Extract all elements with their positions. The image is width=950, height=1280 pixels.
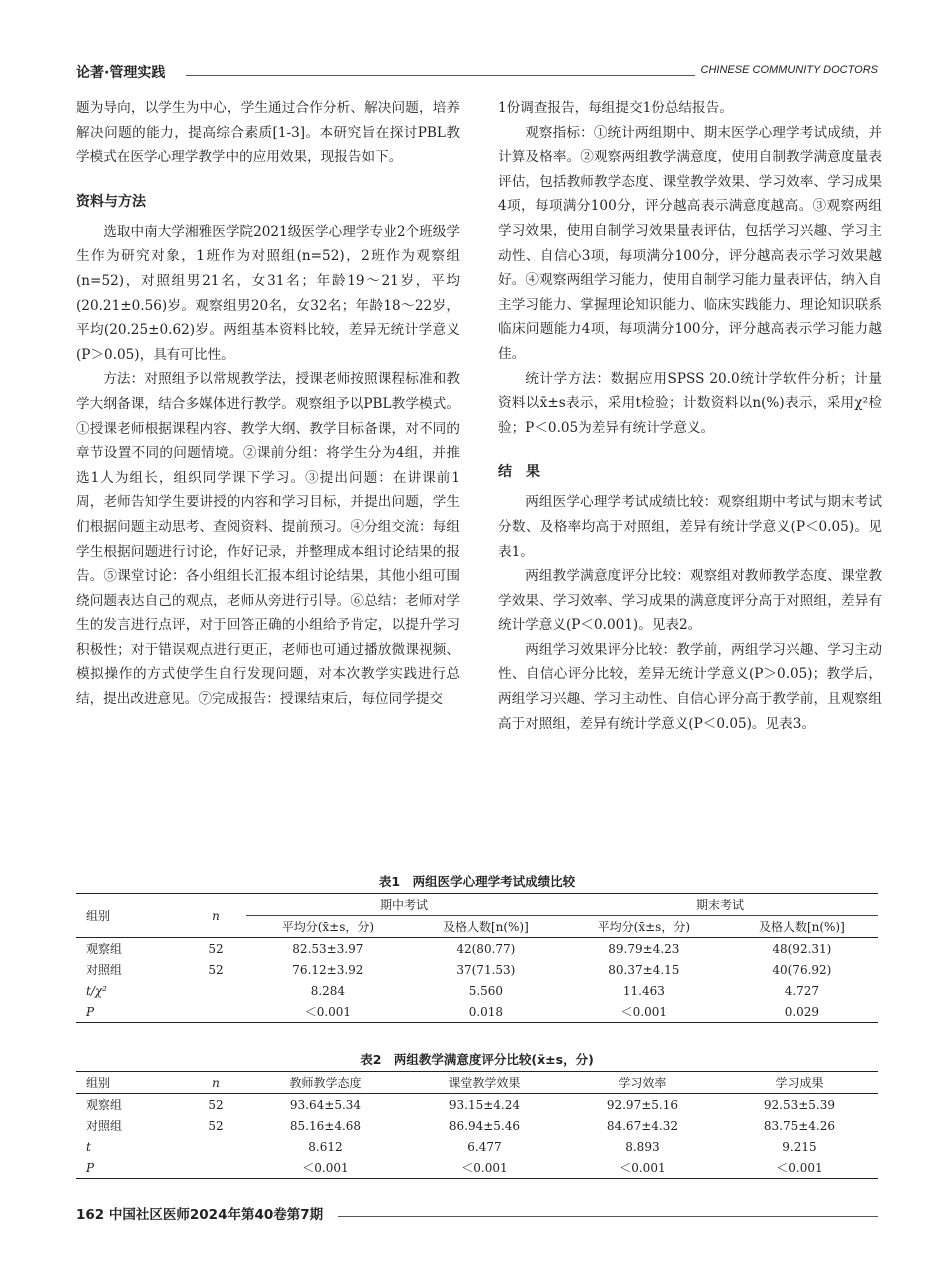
table-row bbox=[76, 1001, 878, 1023]
table-cell: 5.560 bbox=[468, 983, 504, 998]
table-cell: 对照组 bbox=[86, 1119, 123, 1133]
table-cell: 85.16±4.68 bbox=[289, 1118, 362, 1133]
table-cell: ＜0.001 bbox=[776, 1161, 823, 1175]
intro-paragraph: 题为导向，以学生为中心，学生通过合作分析、解决问题，培养解决问题的能力，提高综合素质[1-3]。本研究旨在探讨PBL教学模式在医学心理学教学中的应用效果，现报告如下。 bbox=[76, 100, 460, 166]
left-column bbox=[76, 96, 460, 712]
table-cell: 52 bbox=[208, 1118, 224, 1133]
table-cell: 93.15±4.24 bbox=[448, 1097, 520, 1112]
table1-title: 表1 两组医学心理学考试成绩比较 bbox=[378, 874, 576, 889]
table1-header-midterm: 期中考试 bbox=[246, 894, 562, 916]
table-cell: 52 bbox=[208, 941, 224, 956]
table1-header-mid-score: 平均分(x̄±s，分) bbox=[281, 920, 375, 934]
table-cell: 82.53±3.97 bbox=[292, 941, 364, 956]
table-cell: 6.477 bbox=[467, 1139, 502, 1154]
method-paragraph: 方法：对照组予以常规教学法，授课老师按照课程标准和教学大纲备课，结合多媒体进行教学。观察组予以PBL教学模式。①授课老师根据课程内容、教学大纲、教学目标备课，对不同的章节设置不同的问题情境。②课前分组：将学生分为4组，并推选1人为组长，组织同学课下学习。③提出问题：在讲课前1周，老师告知学生要讲授的内容和学习目标，并提出问题，学生们根据问题主动思考、查阅资料、提前预习。④分组交流：每组学生根据问题进行讨论，作好记录，并整理成本组讨论结果的报告。⑤课堂讨论：各小组组长汇报本组讨论结果，其他小组可围绕问题表达自己的观点，老师从旁进行引导。⑥总结：老师对学生的发言进行点评，对于回答正确的小组给予肯定，以提升学习积极性；对于错误观点进行更正，老师也可通过播放微课视频、模拟操作的方式使学生自行发现问题，对本次教学实践进行总结，提出改进意见。⑦完成报告：授课结束后，每位同学提交 bbox=[76, 371, 460, 708]
right-column bbox=[498, 96, 882, 736]
table-row bbox=[76, 980, 878, 1001]
table-cell: ＜0.001 bbox=[304, 1005, 352, 1019]
table-cell: 8.612 bbox=[308, 1139, 343, 1154]
table-cell: 观察组 bbox=[86, 942, 123, 956]
table1 bbox=[76, 893, 878, 1023]
table-cell: ＜0.001 bbox=[302, 1161, 349, 1175]
table1-header-final: 期末考试 bbox=[562, 894, 878, 916]
stats-paragraph: 统计学方法：数据应用SPSS 20.0统计学软件分析；计量资料以x̄±s表示，采用t检验；计数资料以n(%)表示，采用χ²检验；P＜0.05为差异有统计学意义。 bbox=[498, 370, 882, 436]
table-cell: 92.97±5.16 bbox=[606, 1097, 678, 1112]
table-row bbox=[76, 959, 878, 980]
result-satisfaction-paragraph: 两组教学满意度评分比较：观察组对教师教学态度、课堂教学效果、学习效率、学习成果的满意度评分高于对照组，差异有统计学意义(P＜0.001)。见表2。 bbox=[498, 568, 882, 634]
table2-header-efficiency: 学习效率 bbox=[618, 1076, 667, 1090]
table-cell: 89.79±4.23 bbox=[608, 941, 680, 956]
table-row bbox=[76, 1157, 878, 1179]
table-cell: t bbox=[86, 1139, 91, 1154]
table-cell: 42(80.77) bbox=[456, 941, 516, 956]
table-cell: 40(76.92) bbox=[772, 962, 832, 977]
table-row bbox=[76, 1136, 878, 1157]
results-heading: 结 果 bbox=[498, 464, 540, 481]
table-cell: P bbox=[86, 1004, 95, 1019]
table-cell bbox=[186, 1001, 246, 1023]
table-cell: 93.64±5.34 bbox=[289, 1097, 362, 1112]
table-cell: 0.018 bbox=[468, 1004, 504, 1019]
table-cell: 92.53±5.39 bbox=[763, 1097, 836, 1112]
result-exam-paragraph: 两组医学心理学考试成绩比较：观察组期中考试与期末考试分数、及格率均高于对照组，差异有统计学意义(P＜0.05)。见表1。 bbox=[498, 494, 882, 560]
table-cell: ＜0.001 bbox=[461, 1161, 508, 1175]
table2-header-attitude: 教师教学态度 bbox=[289, 1076, 362, 1090]
table-cell: 8.284 bbox=[310, 983, 346, 998]
table1-header-mid-pass: 及格人数[n(%)] bbox=[442, 920, 529, 934]
table-cell: 48(92.31) bbox=[772, 941, 832, 956]
table-cell: 0.029 bbox=[784, 1004, 820, 1019]
table2-title: 表2 两组教学满意度评分比较(x̄±s，分) bbox=[360, 1052, 594, 1067]
result-effect-paragraph: 两组学习效果评分比较：教学前，两组学习兴趣、学习主动性、自信心评分比较，差异无统计学意义(P＞0.05)；教学后，两组学习兴趣、学习主动性、自信心评分高于教学前，且观察组高于对照组，差异有统计学意义(P＜0.05)。见表3。 bbox=[498, 641, 882, 732]
table-cell: ＜0.001 bbox=[619, 1161, 666, 1175]
table2-header-effect: 课堂教学效果 bbox=[448, 1076, 521, 1090]
table1-header-group: 组别 bbox=[86, 909, 111, 923]
table2-header-outcome: 学习成果 bbox=[775, 1076, 824, 1090]
page-footer bbox=[76, 1203, 323, 1223]
page-number: 162 bbox=[76, 1207, 105, 1223]
journal-citation: 中国社区医师2024年第40卷第7期 bbox=[108, 1207, 324, 1223]
table-cell bbox=[186, 980, 246, 1001]
table1-header-final-score: 平均分(x̄±s，分) bbox=[597, 920, 691, 934]
table-cell: 37(71.53) bbox=[456, 962, 516, 977]
table-cell: 对照组 bbox=[86, 963, 123, 977]
table-row bbox=[76, 1115, 878, 1136]
subjects-paragraph: 选取中南大学湘雅医学院2021级医学心理学专业2个班级学生作为研究对象，1班作为对照组(n=52)，2班作为观察组(n=52)，对照组男21名，女31名；年龄19～21岁，平均(20.21±0.56)岁。观察组男20名，女32名；年龄18～22岁，平均(20.25±0.62)岁。两组基本资料比较，差异无统计学意义(P＞0.05)，具有可比性。 bbox=[76, 223, 460, 363]
table-cell: 80.37±4.15 bbox=[608, 962, 680, 977]
table-cell: 84.67±4.32 bbox=[606, 1118, 678, 1133]
table-row bbox=[76, 1094, 878, 1116]
table-cell: 83.75±4.26 bbox=[763, 1118, 836, 1133]
table-cell: t/χ² bbox=[86, 983, 107, 998]
table-cell: 8.893 bbox=[625, 1139, 660, 1154]
journal-name: CHINESE COMMUNITY DOCTORS bbox=[695, 64, 878, 76]
table2 bbox=[76, 1071, 878, 1179]
indicators-paragraph: 观察指标：①统计两组期中、期末医学心理学考试成绩，并计算及格率。②观察两组教学满意度，使用自制教学满意度量表评估，包括教师教学态度、课堂教学效果、学习效率、学习成果4项，每项满分100分，评分越高表示满意度越高。③观察两组学习效果，使用自制学习效果量表评估，包括学习兴趣、学习主动性、自信心3项，每项满分100分，评分越高表示学习效果越好。④观察两组学习能力，使用自制学习能力量表评估，纳入自主学习能力、掌握理论知识能力、临床实践能力、理论知识联系临床问题能力4项，每项满分100分，评分越高表示学习能力越佳。 bbox=[498, 124, 882, 362]
table-cell bbox=[186, 1157, 246, 1179]
table1-header-final-pass: 及格人数[n(%)] bbox=[758, 920, 845, 934]
footer-rule bbox=[338, 1216, 878, 1217]
table-cell: 4.727 bbox=[784, 983, 820, 998]
table-cell: P bbox=[86, 1160, 95, 1175]
table-cell: 52 bbox=[208, 962, 224, 977]
table-cell: 9.215 bbox=[782, 1139, 817, 1154]
table-cell: 76.12±3.92 bbox=[292, 962, 364, 977]
table-row bbox=[76, 938, 878, 960]
continuation-paragraph: 1份调查报告，每组提交1份总结报告。 bbox=[498, 100, 733, 116]
table2-header-n: n bbox=[212, 1075, 220, 1090]
section-label: 论著·管理实践 bbox=[76, 65, 166, 81]
table2-header-group: 组别 bbox=[86, 1076, 111, 1090]
table1-header-n: n bbox=[212, 908, 220, 923]
table-cell: ＜0.001 bbox=[620, 1005, 668, 1019]
table-cell: 观察组 bbox=[86, 1098, 123, 1112]
table-cell: 11.463 bbox=[622, 983, 665, 998]
table-cell: 52 bbox=[208, 1097, 224, 1112]
table-cell bbox=[186, 1136, 246, 1157]
methods-heading: 资料与方法 bbox=[76, 193, 146, 210]
table-cell: 86.94±5.46 bbox=[448, 1118, 520, 1133]
